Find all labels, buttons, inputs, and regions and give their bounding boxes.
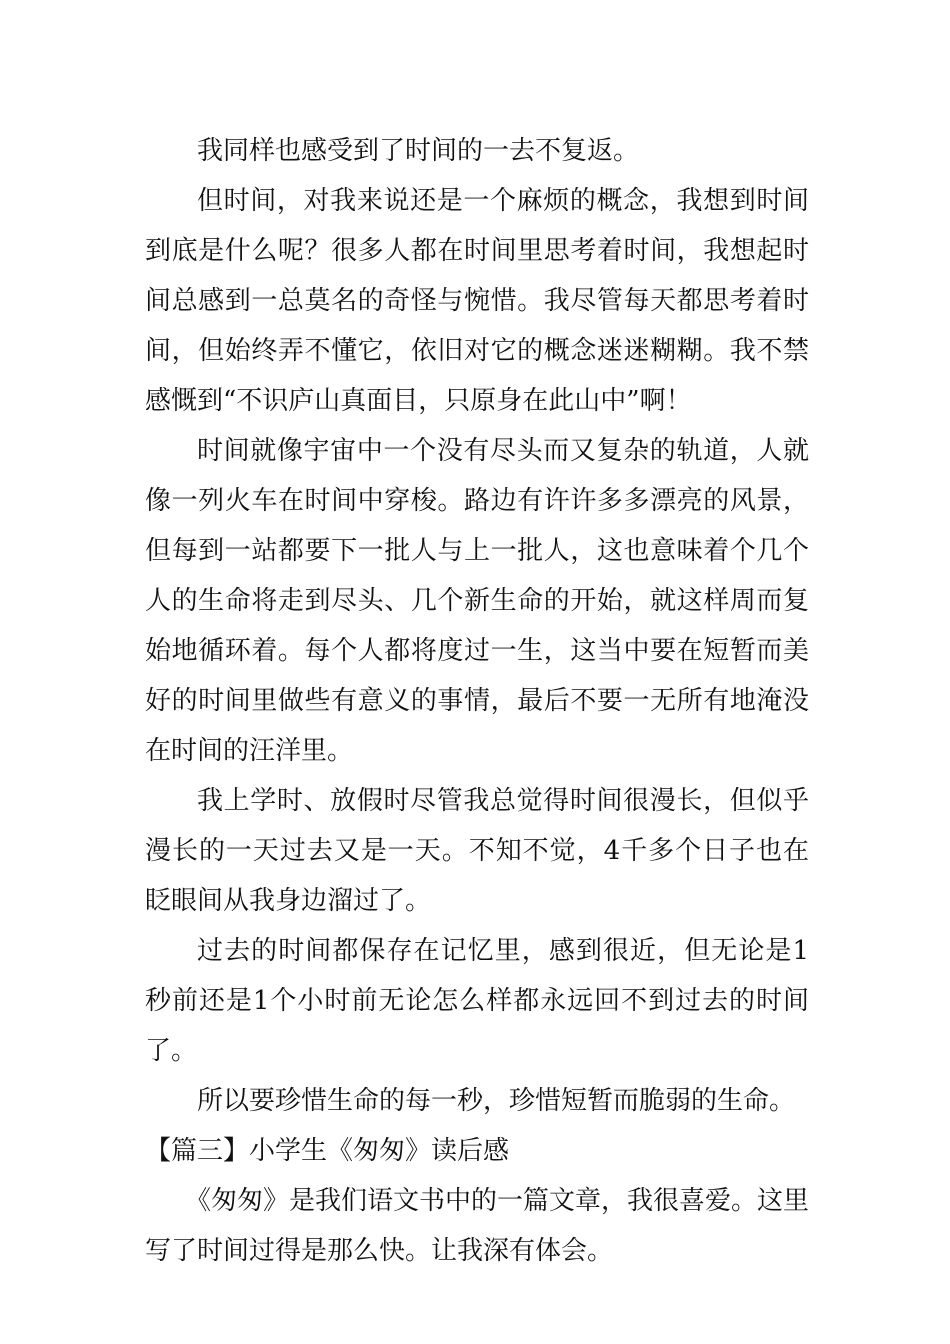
paragraph: 我同样也感受到了时间的一去不复返。 — [197, 136, 640, 166]
document-body — [145, 126, 809, 1276]
section-heading: 【篇三】小学生《匆匆》读后感 — [145, 1136, 510, 1166]
paragraph: 我上学时、放假时尽管我总觉得时间很漫长，但似乎漫长的一天过去又是一天。不知不觉，4千多个日子也在眨眼间从我身边溜过了。 — [145, 786, 809, 916]
paragraph: 《匆匆》是我们语文书中的一篇文章，我很喜爱。这里写了时间过得是那么快。让我深有体会。 — [145, 1186, 810, 1266]
paragraph: 过去的时间都保存在记忆里，感到很近，但无论是1秒前还是1个小时前无论怎么样都永远回不到过去的时间了。 — [145, 936, 809, 1066]
paragraph: 但时间，对我来说还是一个麻烦的概念，我想到时间到底是什么呢？很多人都在时间里思考着时间，我想起时间总感到一总莫名的奇怪与惋惜。我尽管每天都思考着时间，但始终弄不懂它，依旧对它的概念迷迷糊糊。我不禁感慨到“不识庐山真面目，只原身在此山中”啊！ — [145, 186, 809, 416]
paragraph: 所以要珍惜生命的每一秒，珍惜短暂而脆弱的生命。 — [197, 1086, 796, 1116]
paragraph: 时间就像宇宙中一个没有尽头而又复杂的轨道，人就像一列火车在时间中穿梭。路边有许许多多漂亮的风景，但每到一站都要下一批人与上一批人，这也意味着个几个人的生命将走到尽头、几个新生命的开始，就这样周而复始地循环着。每个人都将度过一生，这当中要在短暂而美好的时间里做些有意义的事情，最后不要一无所有地淹没在时间的汪洋里。 — [145, 436, 809, 766]
